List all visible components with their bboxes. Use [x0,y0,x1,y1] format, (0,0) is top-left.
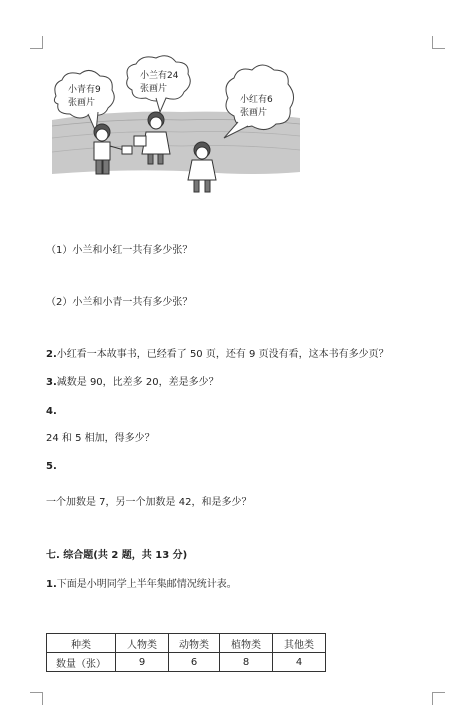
table-cell: 数量（张） [47,653,116,672]
stamp-statistics-table [46,633,326,672]
question-1-part-2: （2）小兰和小青一共有多少张？ [46,297,193,308]
bubble-left-line2: 张画片 [68,98,96,108]
question-4-text: 24 和 5 相加，得多少？ [46,433,155,444]
question-3-number: 3. [46,377,57,388]
bubble-left-line1: 小青有9 [68,85,101,95]
speech-bubble-middle [127,56,191,112]
question-2 [46,348,389,362]
table-header-cell: 植物类 [220,634,273,653]
bubble-right-line1: 小红有6 [240,95,273,105]
table-header-row [47,634,326,653]
crop-mark-bottom-left [30,692,43,705]
question-2-text: 小红看一本故事书，已经看了 50 页，还有 9 页没有看，这本书有多少页？ [56,349,389,360]
section-7-heading: 七. 综合题(共 2 题，共 13 分) [46,550,188,561]
question-3-text: 减数是 90，比差多 20，差是多少？ [56,377,219,388]
table-header-cell: 人物类 [116,634,169,653]
section-7-question-1-text: 下面是小明同学上半年集邮情况统计表。 [56,579,237,590]
section-7-question-1 [46,578,237,592]
bubble-middle-line2: 张画片 [140,84,168,94]
section-7-question-1-number: 1. [46,579,57,590]
question-2-number: 2. [46,349,57,360]
question-5-text: 一个加数是 7，另一个加数是 42，和是多少？ [46,497,252,508]
table-cell: 6 [169,653,220,672]
crop-mark-bottom-right [432,692,445,705]
table-cell: 4 [273,653,326,672]
table-header-cell: 动物类 [169,634,220,653]
table-cell: 9 [116,653,169,672]
crop-mark-top-right [432,36,445,49]
table-row [47,653,326,672]
question-3 [46,376,219,390]
crop-mark-top-left [30,36,43,49]
bubble-right-line2: 张画片 [240,108,268,118]
question-1-part-1: （1）小兰和小红一共有多少张？ [46,245,193,256]
table-cell: 8 [220,653,273,672]
children-illustration [52,54,300,200]
question-5-number: 5. [46,461,57,472]
table-header-cell: 种类 [47,634,116,653]
table-header-cell: 其他类 [273,634,326,653]
question-4-number: 4. [46,406,57,417]
bubble-middle-line1: 小兰有24 [140,71,179,81]
